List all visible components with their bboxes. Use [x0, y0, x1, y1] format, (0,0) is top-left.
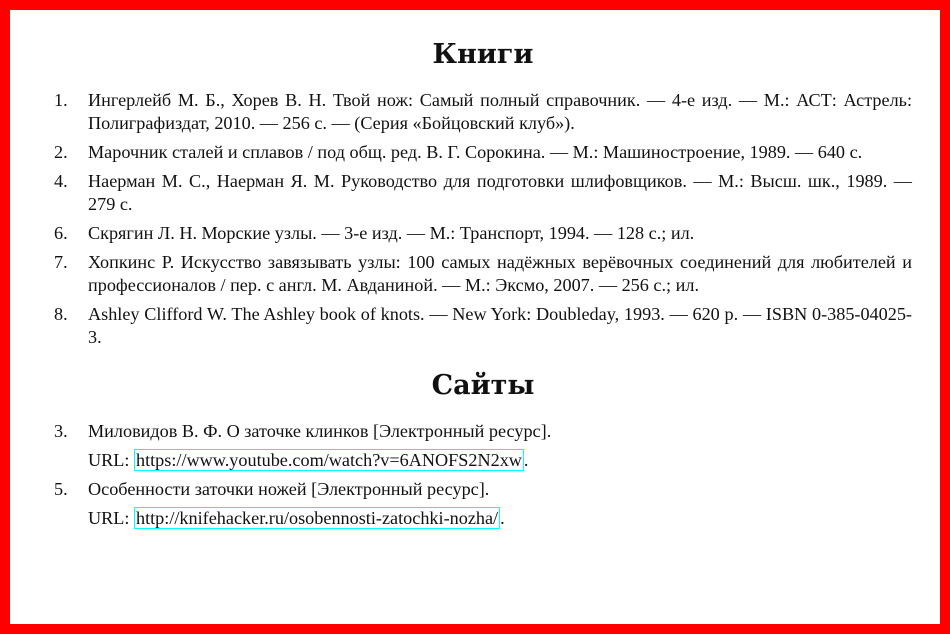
bibliography: [54, 32, 912, 533]
book-entry: [54, 89, 912, 135]
knifehacker-link[interactable]: http://knifehacker.ru/osobennosti-zatochki-nozha/: [135, 508, 499, 528]
entry-text: Наерман М. С., Наерман Я. М. Руководство для подготовки шлифовщиков. — М.: Высш. шк., 1989. — 279 с.: [88, 171, 912, 214]
site-entry: [54, 475, 912, 533]
url-prefix: URL:: [88, 450, 130, 470]
entry-number: 5.: [54, 479, 68, 499]
url-line: [88, 446, 912, 475]
url-prefix: URL:: [88, 508, 130, 528]
books-heading: Книги: [432, 39, 534, 70]
entry-number: 3.: [54, 421, 68, 441]
book-entry: [54, 303, 912, 349]
entry-text: Скрягин Л. Н. Морские узлы. — 3-е изд. — М.: Транспорт, 1994. — 128 с.; ил.: [88, 223, 695, 243]
book-entry: [54, 222, 912, 245]
entry-number: 8.: [54, 304, 68, 324]
entry-text: Марочник сталей и сплавов / под общ. ред. В. Г. Сорокина. — М.: Машиностроение, 1989. — 640 с.: [88, 142, 863, 162]
entry-text: Миловидов В. Ф. О заточке клинков [Электронный ресурс].: [88, 421, 552, 441]
url-trail: .: [523, 450, 529, 470]
entry-text: Особенности заточки ножей [Электронный ресурс].: [88, 479, 490, 499]
book-entry: [54, 141, 912, 164]
entry-number: 6.: [54, 223, 68, 243]
book-entry: [54, 170, 912, 216]
entry-text: Ashley Clifford W. The Ashley book of knots. — New York: Doubleday, 1993. — 620 p. — ISBN 0-385-04025-3.: [88, 304, 912, 347]
books-list: [54, 89, 912, 349]
entry-text: Хопкинс Р. Искусство завязывать узлы: 100 самых надёжных верёвочных соединений для любителей и профессионалов / пер. с англ. М. Авданиной. — М.: Эксмо, 2007. — 256 с.; ил.: [88, 252, 912, 295]
sites-list: [54, 417, 912, 533]
entry-number: 7.: [54, 252, 68, 272]
site-entry: [54, 417, 912, 475]
book-entry: [54, 251, 912, 297]
entry-number: 1.: [54, 90, 68, 110]
entry-number: 4.: [54, 171, 68, 191]
url-line: [88, 504, 912, 533]
entry-text: Ингерлейб М. Б., Хорев В. Н. Твой нож: Самый полный справочник. — 4-е изд. — М.: АСТ: Астрель: Полиграфиздат, 2010. — 256 с. — (Серия «Бойцовский клуб»).: [88, 90, 912, 133]
url-trail: .: [500, 508, 505, 528]
youtube-link[interactable]: https://www.youtube.com/watch?v=6ANOFS2N2xw: [135, 450, 522, 470]
sites-heading: Сайты: [431, 370, 535, 401]
entry-number: 2.: [54, 142, 68, 162]
